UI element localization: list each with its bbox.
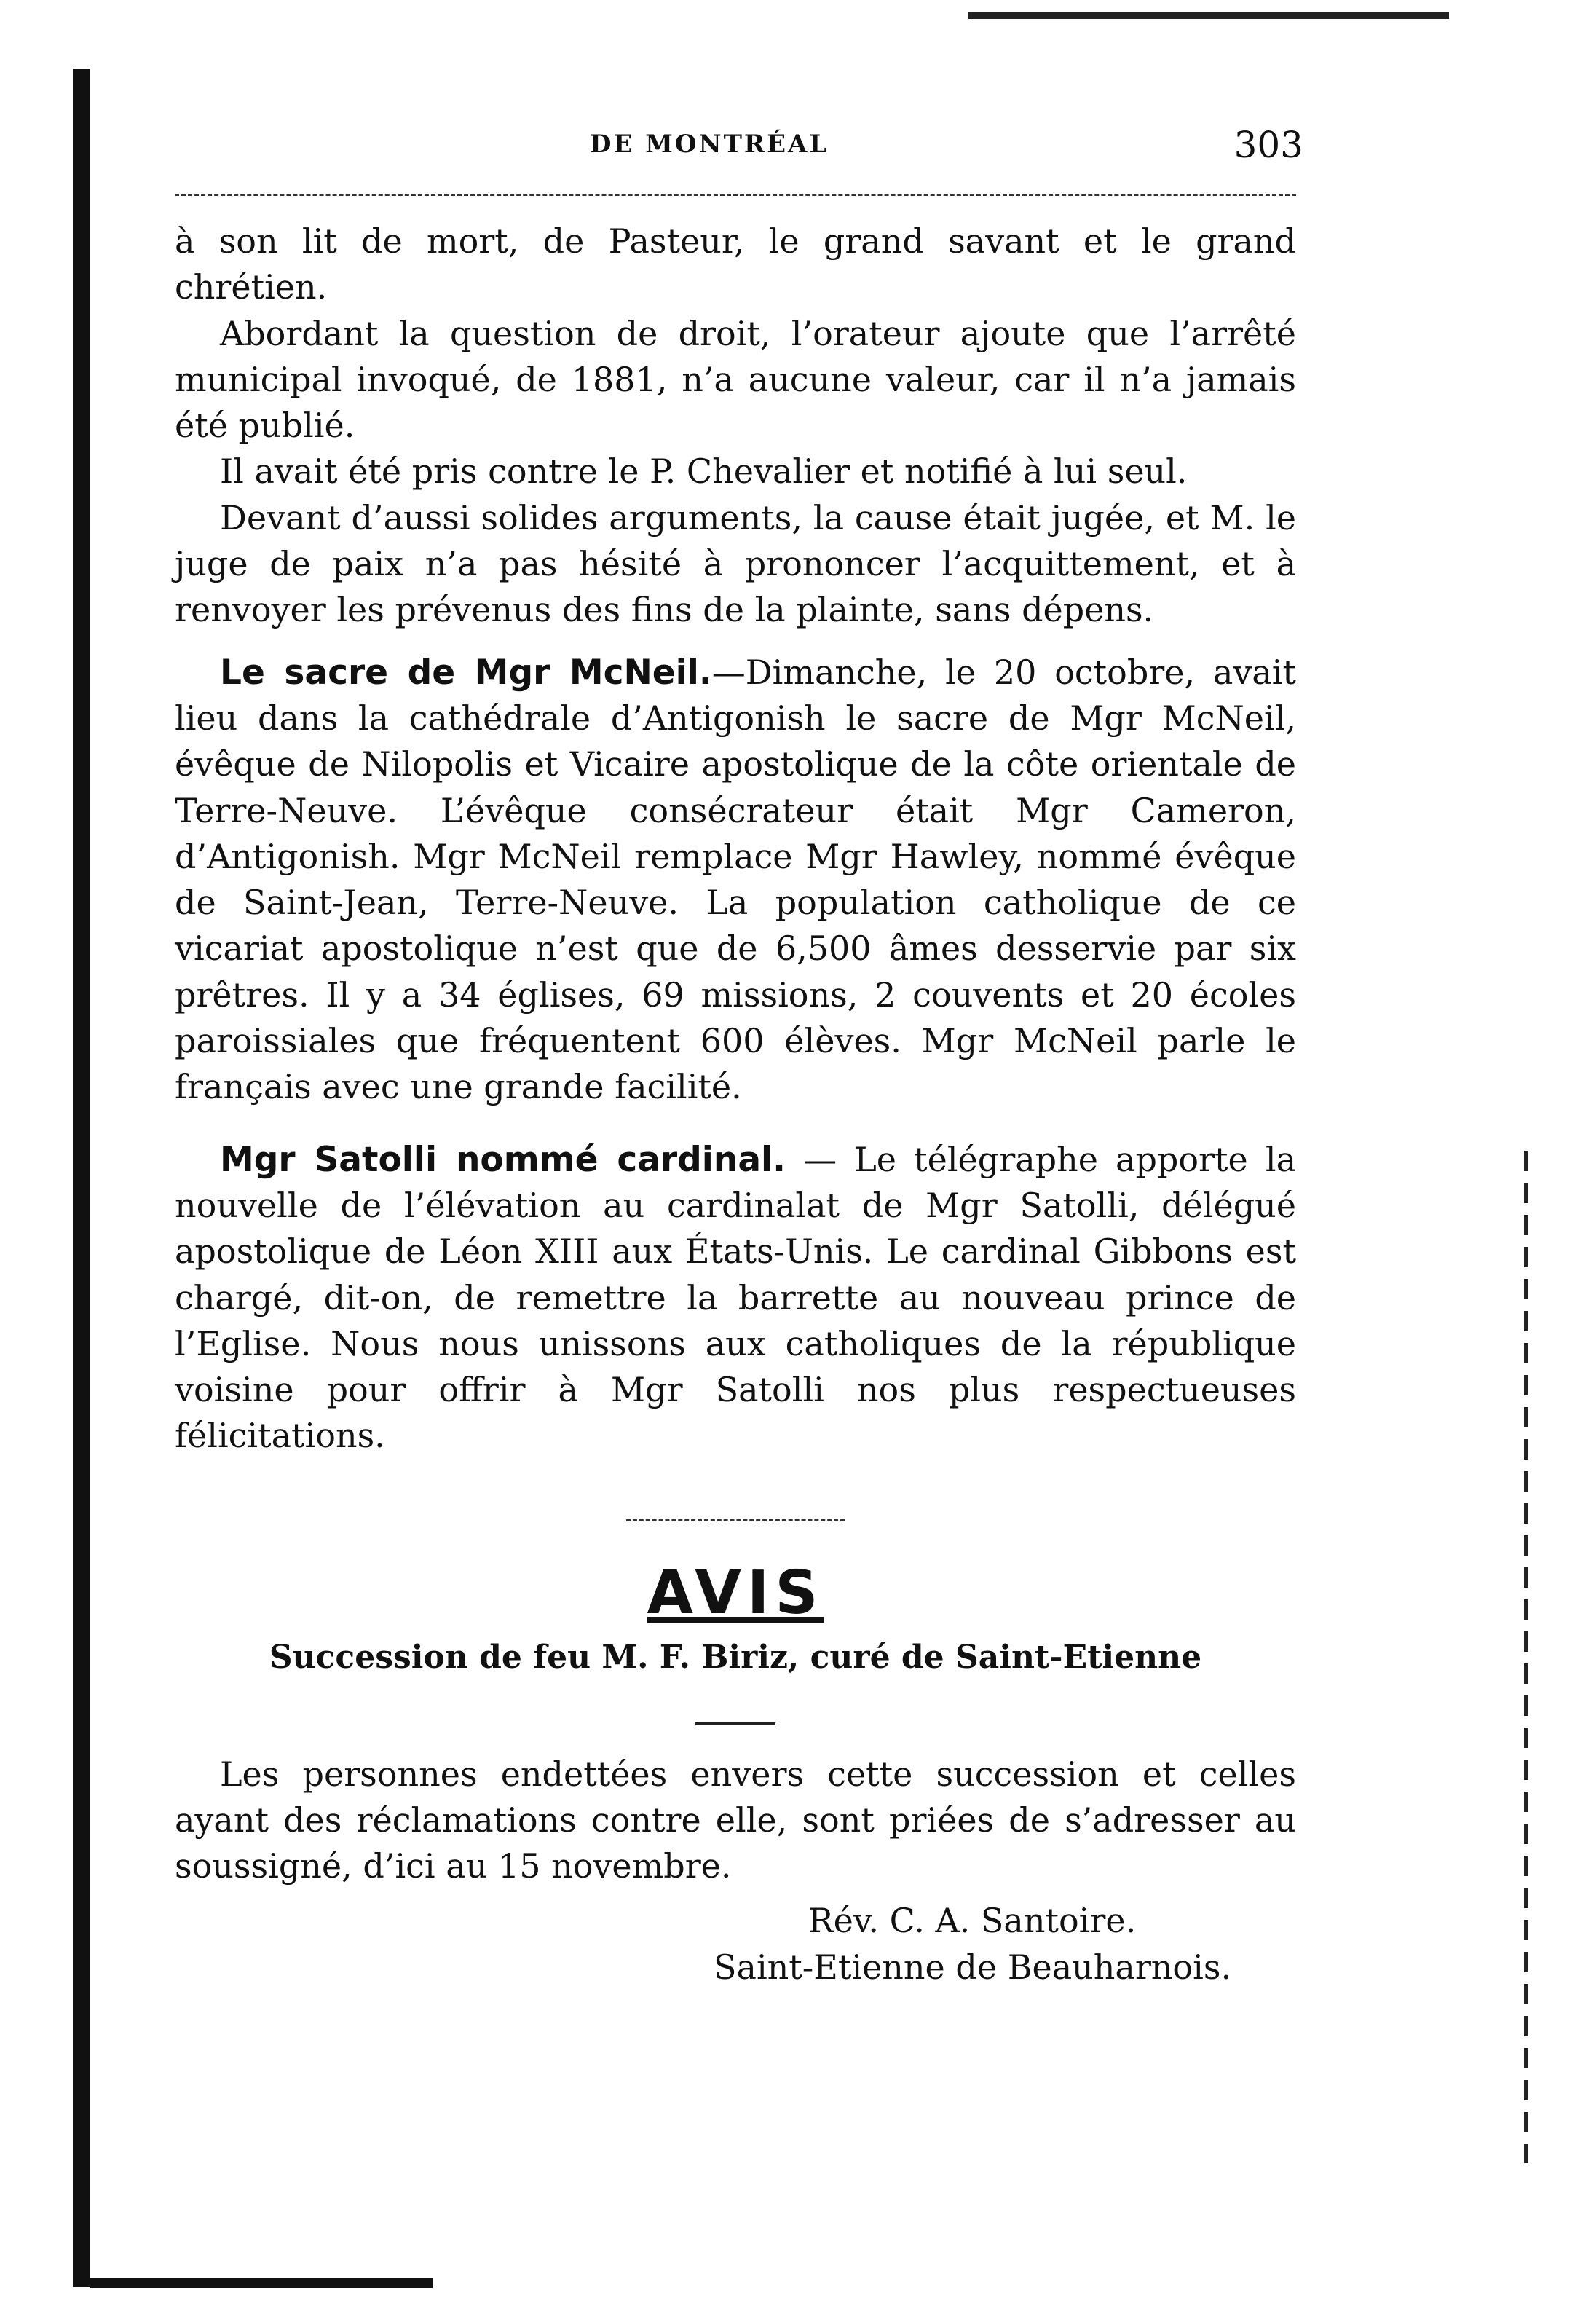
paragraph-chevalier: Il avait été pris contre le P. Chevalier et notifié à lui seul. — [220, 452, 1188, 492]
notice-subtitle: Succession de feu M. F. Biriz, curé de Saint-Etienne — [269, 1639, 1202, 1676]
news-text-satolli: — Le télégraphe apporte la nouvelle de l’élévation au cardinalat de Mgr Satolli, délégué apostolique de Léon XIII aux États-Unis. Le cardinal Gibbons est chargé, dit-on, de remettre la barrette au nouveau prince de l’Eglise. Nous nous unissons aux catholiques de la république voisine pour offrir à Mgr Satolli nos plus respectueuses félicitations. — [175, 1139, 1296, 1456]
running-header — [175, 124, 1303, 173]
notice-title: AVIS — [647, 1559, 824, 1628]
news-item-mcneil — [175, 650, 1296, 1111]
book-page — [175, 0, 1303, 2324]
scan-border-left — [73, 69, 90, 2287]
running-title: DE MONTRÉAL — [590, 130, 829, 159]
main-text — [175, 218, 1296, 1460]
news-heading-mcneil: Le sacre de Mgr McNeil. — [220, 652, 712, 693]
header-rule — [175, 194, 1296, 196]
scan-border-right — [1524, 1151, 1528, 2163]
news-text-mcneil: —Dimanche, le 20 octobre, avait lieu dans la cathédrale d’Antigonish le sacre de Mgr McNeil, évêque de Nilopolis et Vicaire apostolique de la côte orientale de Terre-Neuve. L’évêque consécrateur était Mgr Cameron, d’Antigonish. Mgr McNeil remplace Mgr Hawley, nommé évêque de Saint-Jean, Terre-Neuve. La population catholique de ce vicariat apostolique n’est que de 6,500 âmes desservie par six prêtres. Il y a 34 églises, 69 missions, 2 couvents et 20 écoles paroissiales que fréquentent 600 élèves. Mgr McNeil parle le français avec une grande facilité. — [175, 652, 1296, 1107]
notice-body — [175, 1752, 1296, 1889]
paragraph-acquittement: Devant d’aussi solides arguments, la cause était jugée, et M. le juge de paix n’a pas hésité à prononcer l’acquittement, et à renvoyer les prévenus des fins de la plainte, sans dépens. — [175, 497, 1296, 630]
news-heading-satolli: Mgr Satolli nommé cardinal. — [220, 1139, 786, 1180]
section-divider — [626, 1519, 845, 1521]
paragraph-pasteur: à son lit de mort, de Pasteur, le grand savant et le grand chrétien. — [175, 221, 1296, 307]
notice-rule — [695, 1722, 775, 1725]
signature-name: Rév. C. A. Santoire. — [808, 1901, 1137, 1940]
notice-text: Les personnes endettées envers cette succession et celles ayant des réclamations contre elle, sont priées de s’adresser au soussigné, d’ici au 15 novembre. — [175, 1754, 1296, 1886]
news-item-satolli — [175, 1137, 1296, 1460]
paragraph-droit: Abordant la question de droit, l’orateur ajoute que l’arrêté municipal invoqué, de 1881, n’a aucune valeur, car il n’a jamais été publié. — [175, 313, 1296, 446]
signature-place: Saint-Etienne de Beauharnois. — [714, 1947, 1232, 1987]
page-number: 303 — [1233, 124, 1303, 166]
